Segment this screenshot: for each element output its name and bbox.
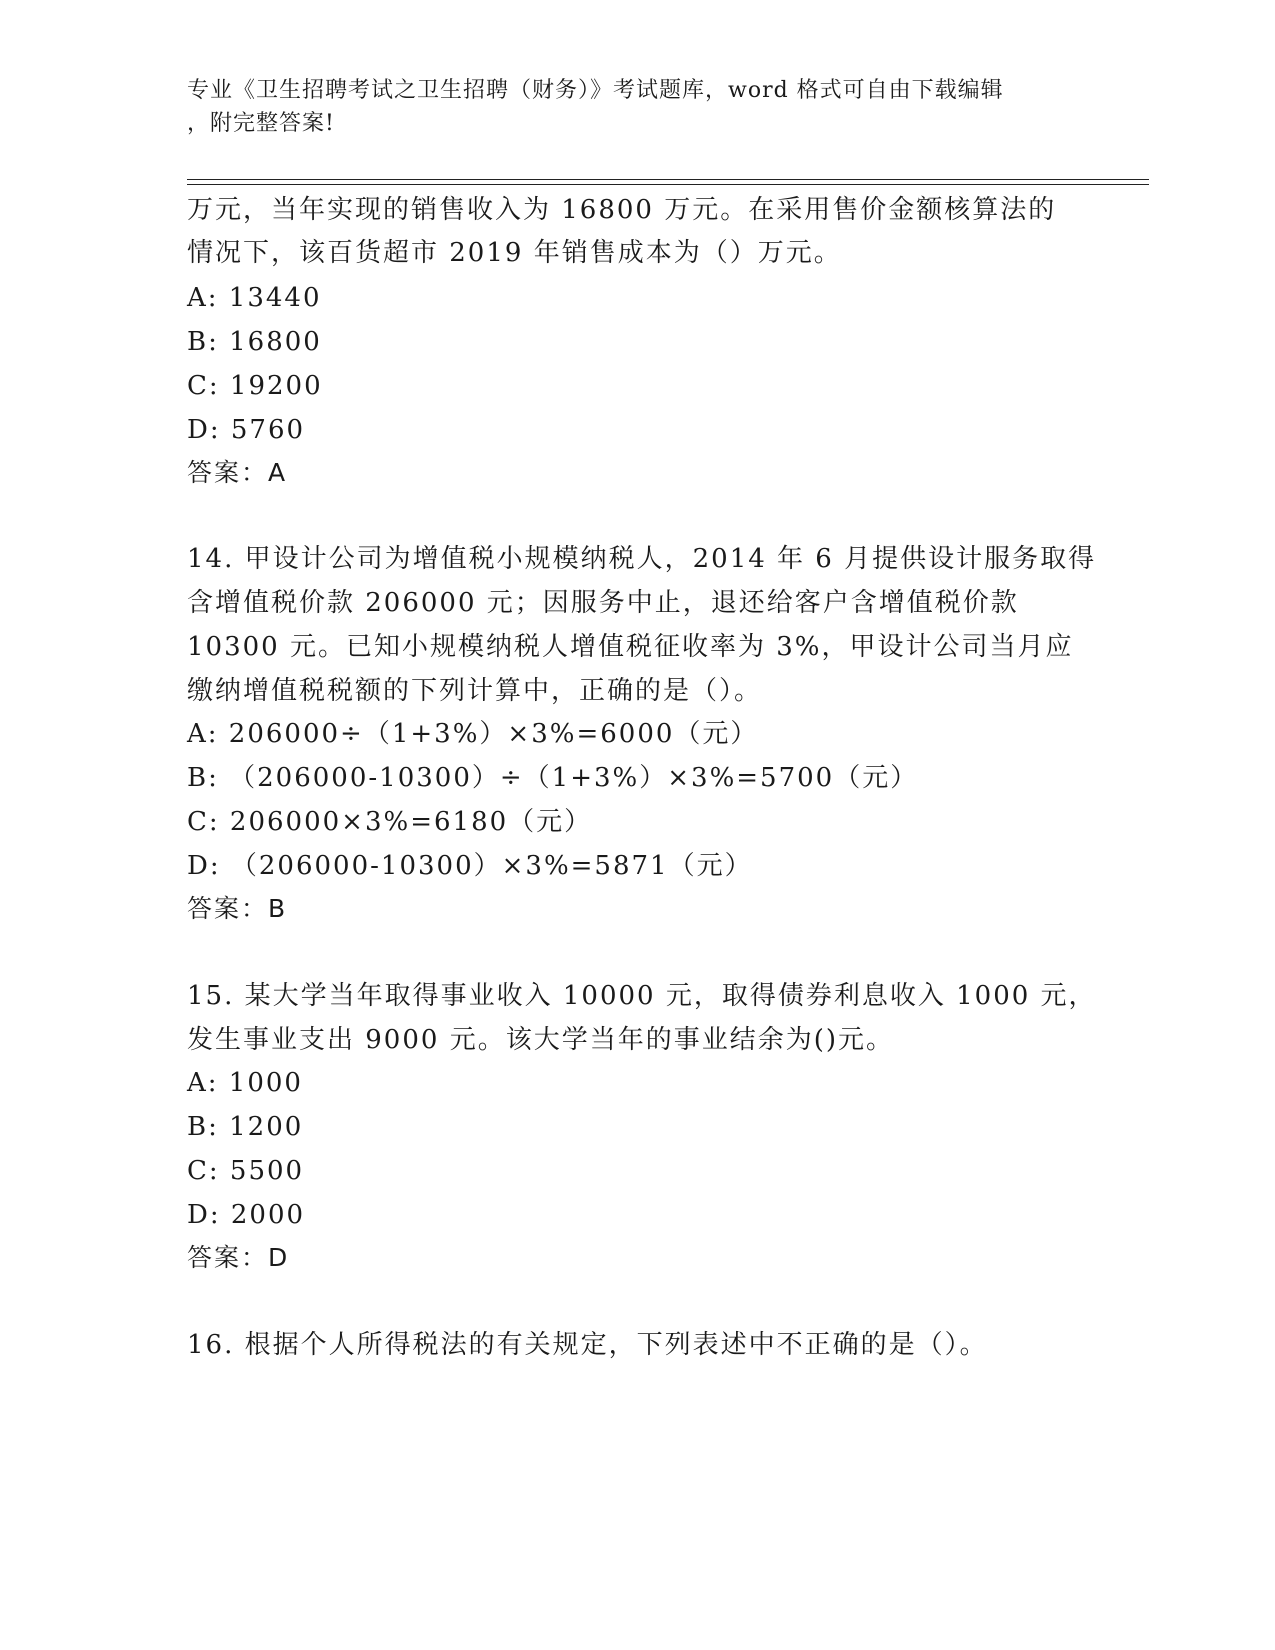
q14-option-d: D: （206000-10300）×3%=5871（元） (187, 851, 753, 881)
q13-option-c: C: 19200 (187, 371, 323, 401)
q15-option-d: D: 2000 (187, 1200, 306, 1230)
q14-option-b: B: （206000-10300）÷（1+3%）×3%=5700（元） (187, 763, 919, 793)
q14-answer: 答案：B (187, 894, 288, 923)
document-header (187, 74, 1067, 140)
header-line-1: 专业《卫生招聘考试之卫生招聘（财务）》考试题库，word 格式可自由下载编辑 (187, 78, 1004, 103)
header-divider-top (187, 179, 1149, 180)
q13-text-line-2: 情况下，该百货超市 2019 年销售成本为（）万元。 (187, 238, 842, 268)
q13-option-b: B: 16800 (187, 327, 322, 357)
q14-text-line-2: 含增值税价款 206000 元；因服务中止，退还给客户含增值税价款 (187, 588, 1019, 618)
q15-text-line-1: 15. 某大学当年取得事业收入 10000 元，取得债券利息收入 1000 元， (187, 981, 1097, 1011)
q16-text-line-1: 16. 根据个人所得税法的有关规定，下列表述中不正确的是（）。 (187, 1330, 988, 1360)
q15-answer: 答案：D (187, 1243, 290, 1272)
q14-text-line-3: 10300 元。已知小规模纳税人增值税征收率为 3%，甲设计公司当月应 (187, 632, 1074, 662)
q15-text-line-2: 发生事业支出 9000 元。该大学当年的事业结余为()元。 (187, 1025, 894, 1055)
header-line-2: ，附完整答案! (187, 111, 335, 136)
q13-option-d: D: 5760 (187, 415, 306, 445)
q14-option-a: A: 206000÷（1+3%）×3%=6000（元） (187, 719, 759, 749)
q15-option-c: C: 5500 (187, 1156, 305, 1186)
q14-option-c: C: 206000×3%=6180（元） (187, 807, 593, 837)
header-divider-bottom (187, 184, 1149, 185)
q14-text-line-1: 14. 甲设计公司为增值税小规模纳税人，2014 年 6 月提供设计服务取得 (187, 544, 1097, 574)
q13-answer: 答案：A (187, 458, 288, 487)
q13-text-line-1: 万元，当年实现的销售收入为 16800 万元。在采用售价金额核算法的 (187, 195, 1057, 225)
q15-option-a: A: 1000 (187, 1068, 303, 1098)
q15-option-b: B: 1200 (187, 1112, 304, 1142)
q13-option-a: A: 13440 (187, 283, 322, 313)
q14-text-line-4: 缴纳增值税税额的下列计算中，正确的是（）。 (187, 676, 763, 706)
